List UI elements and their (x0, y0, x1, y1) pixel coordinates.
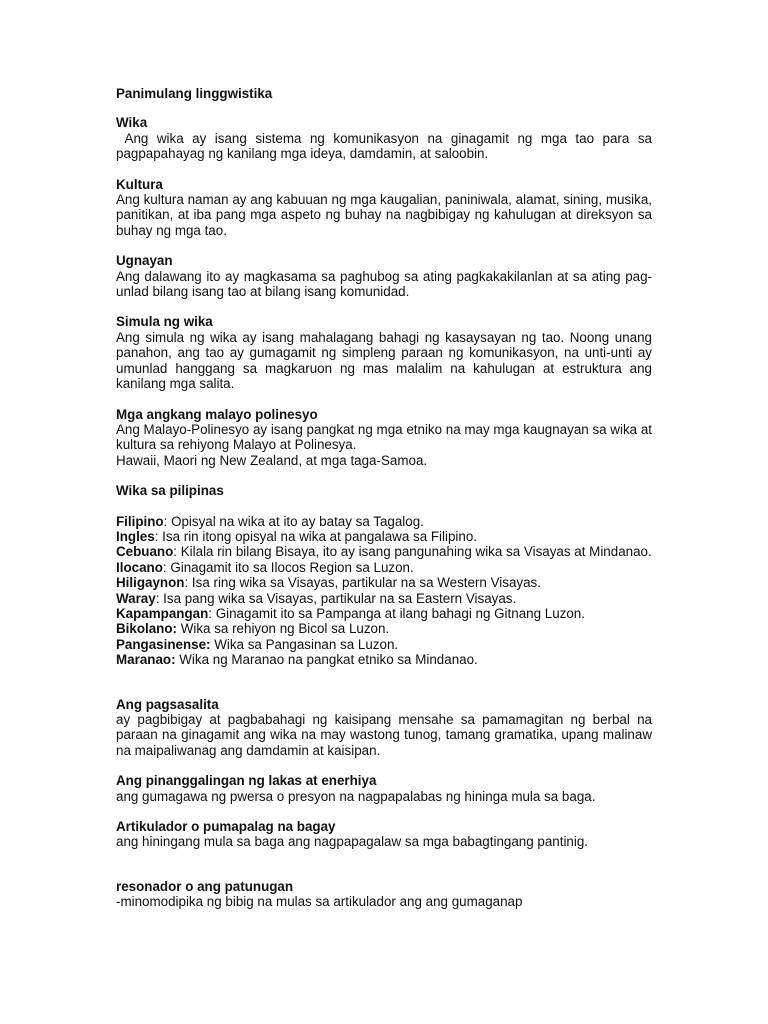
section-simula-ng-wika (116, 314, 652, 391)
section-body: ang gumagawa ng pwersa o presyon na nagpapalabas ng hininga mula sa baga. (116, 788, 596, 804)
language-name: Filipino (116, 513, 164, 529)
language-description: Wika sa Pangasinan sa Luzon. (214, 636, 399, 652)
language-separator: : (154, 528, 163, 544)
language-name: Bikolano: (116, 621, 178, 637)
section-body-text: Ang wika ay isang sistema ng komunikasyon na ginagamit ng mga tao para sa pagpapahayag ng kanilang mga ideya, damdamin, at saloobin. (116, 130, 652, 162)
section-heading: Kultura (116, 176, 163, 192)
section-body (116, 131, 652, 162)
section-artikulador (116, 819, 652, 850)
section-ang-pagsasalita (116, 697, 652, 759)
section-body: ang hiningang mula sa baga ang nagpapagalaw sa mga babagtingang pantinig. (116, 834, 589, 850)
section-heading: Artikulador o pumapalag na bagay (116, 819, 336, 835)
language-name: Pangasinense: (116, 636, 211, 652)
language-description: Isa rin itong opisyal na wika at pangalawa sa Filipino. (162, 528, 478, 544)
language-description: Wika ng Maranao na pangkat etniko sa Mindanao. (179, 652, 478, 668)
list-item (116, 621, 652, 636)
section-heading: Wika sa pilipinas (116, 483, 224, 499)
section-heading: Ang pagsasalita (116, 696, 219, 712)
section-kultura (116, 177, 652, 239)
language-description: Kilala rin bilang Bisaya, ito ay isang pangunahing wika sa Visayas at Mindanao. (180, 544, 652, 560)
section-ugnayan (116, 253, 652, 299)
section-body: Ang simula ng wika ay isang mahalagang bahagi ng kasaysayan ng tao. Noong unang panahon, ang tao ay gumagamit ng simpleng paraan ng komunikasyon, na unti-unti ay umunlad hanggang sa magkaruon ng mas malalim na kahulugan at estruktura ang kanilang mga salita. (116, 329, 652, 392)
language-description: Ginagamit ito sa Pampanga at ilang bahagi ng Gitnang Luzon. (215, 605, 585, 621)
list-item (116, 560, 652, 575)
section-wika-sa-pilipinas (116, 483, 652, 667)
section-heading: resonador o ang patunugan (116, 878, 294, 894)
language-separator: : (163, 513, 172, 529)
language-name: Waray (116, 590, 156, 606)
section-malayo-polinesyo (116, 407, 652, 469)
document-title: Panimulang linggwistika (116, 86, 273, 101)
list-item (116, 544, 652, 559)
language-separator: : (184, 575, 192, 591)
section-body: ay pagbibigay at pagbabahagi ng kaisipang mensahe sa pamamagitan ng berbal na paraan na ginagamit ang wika na may wastong tunog, tamang gramatika, upang malinaw na maipaliwanag ang damdamin at kaisipan. (116, 712, 652, 758)
language-separator: : (173, 544, 181, 560)
list-item (116, 529, 652, 544)
section-heading: Wika (116, 115, 148, 131)
language-description: Isa pang wika sa Visayas, partikular na sa Eastern Visayas. (163, 590, 517, 606)
document-page (116, 86, 652, 910)
section-heading: Mga angkang malayo polinesyo (116, 406, 318, 422)
language-list (116, 514, 652, 668)
language-name: Kapampangan (116, 605, 209, 621)
section-body: Ang Malayo-Polinesyo ay isang pangkat ng mga etniko na may mga kaugnayan sa wika at kultura sa rehiyong Malayo at Polinesya. (116, 421, 652, 453)
list-item (116, 575, 652, 590)
language-name: Cebuano (116, 544, 174, 560)
section-heading: Ang pinanggalingan ng lakas at enerhiya (116, 773, 377, 789)
section-heading: Simula ng wika (116, 314, 213, 330)
language-name: Maranao: (116, 652, 176, 668)
language-separator: : (155, 590, 164, 606)
language-description: Opisyal na wika at ito ay batay sa Tagalog. (171, 513, 424, 529)
section-body-examples: Hawaii, Maori ng New Zealand, at mga taga-Samoa. (116, 452, 428, 468)
language-separator: : (208, 605, 216, 621)
language-name: Ilocano (116, 559, 163, 575)
section-body: Ang dalawang ito ay magkasama sa paghubog sa ating pagkakakilanlan at sa ating pag-unlad bilang isang tao at bilang isang komunidad. (116, 268, 652, 300)
section-heading: Ugnayan (116, 253, 173, 269)
section-wika (116, 115, 652, 161)
section-body: -minomodipika ng bibig na mulas sa artikulador ang ang gumaganap (116, 894, 523, 910)
list-item (116, 637, 652, 652)
section-body: Ang kultura naman ay ang kabuuan ng mga kaugalian, paniniwala, alamat, sining, musika, panitikan, at iba pang mga aspeto ng buhay na nagbibigay ng kahulugan at direksyon sa buhay ng mga tao. (116, 192, 652, 238)
list-item (116, 652, 652, 667)
language-description: Wika sa rehiyon ng Bicol sa Luzon. (180, 621, 390, 637)
language-separator: : (162, 559, 171, 575)
language-description: Ginagamit ito sa Ilocos Region sa Luzon. (170, 559, 414, 575)
language-description: Isa ring wika sa Visayas, partikular na sa Western Visayas. (191, 575, 541, 591)
list-item (116, 606, 652, 621)
list-item (116, 591, 652, 606)
language-name: Hiligaynon (116, 575, 185, 591)
section-resonador (116, 879, 652, 910)
list-item (116, 514, 652, 529)
section-pinanggalingan (116, 773, 652, 804)
language-name: Ingles (116, 528, 155, 544)
